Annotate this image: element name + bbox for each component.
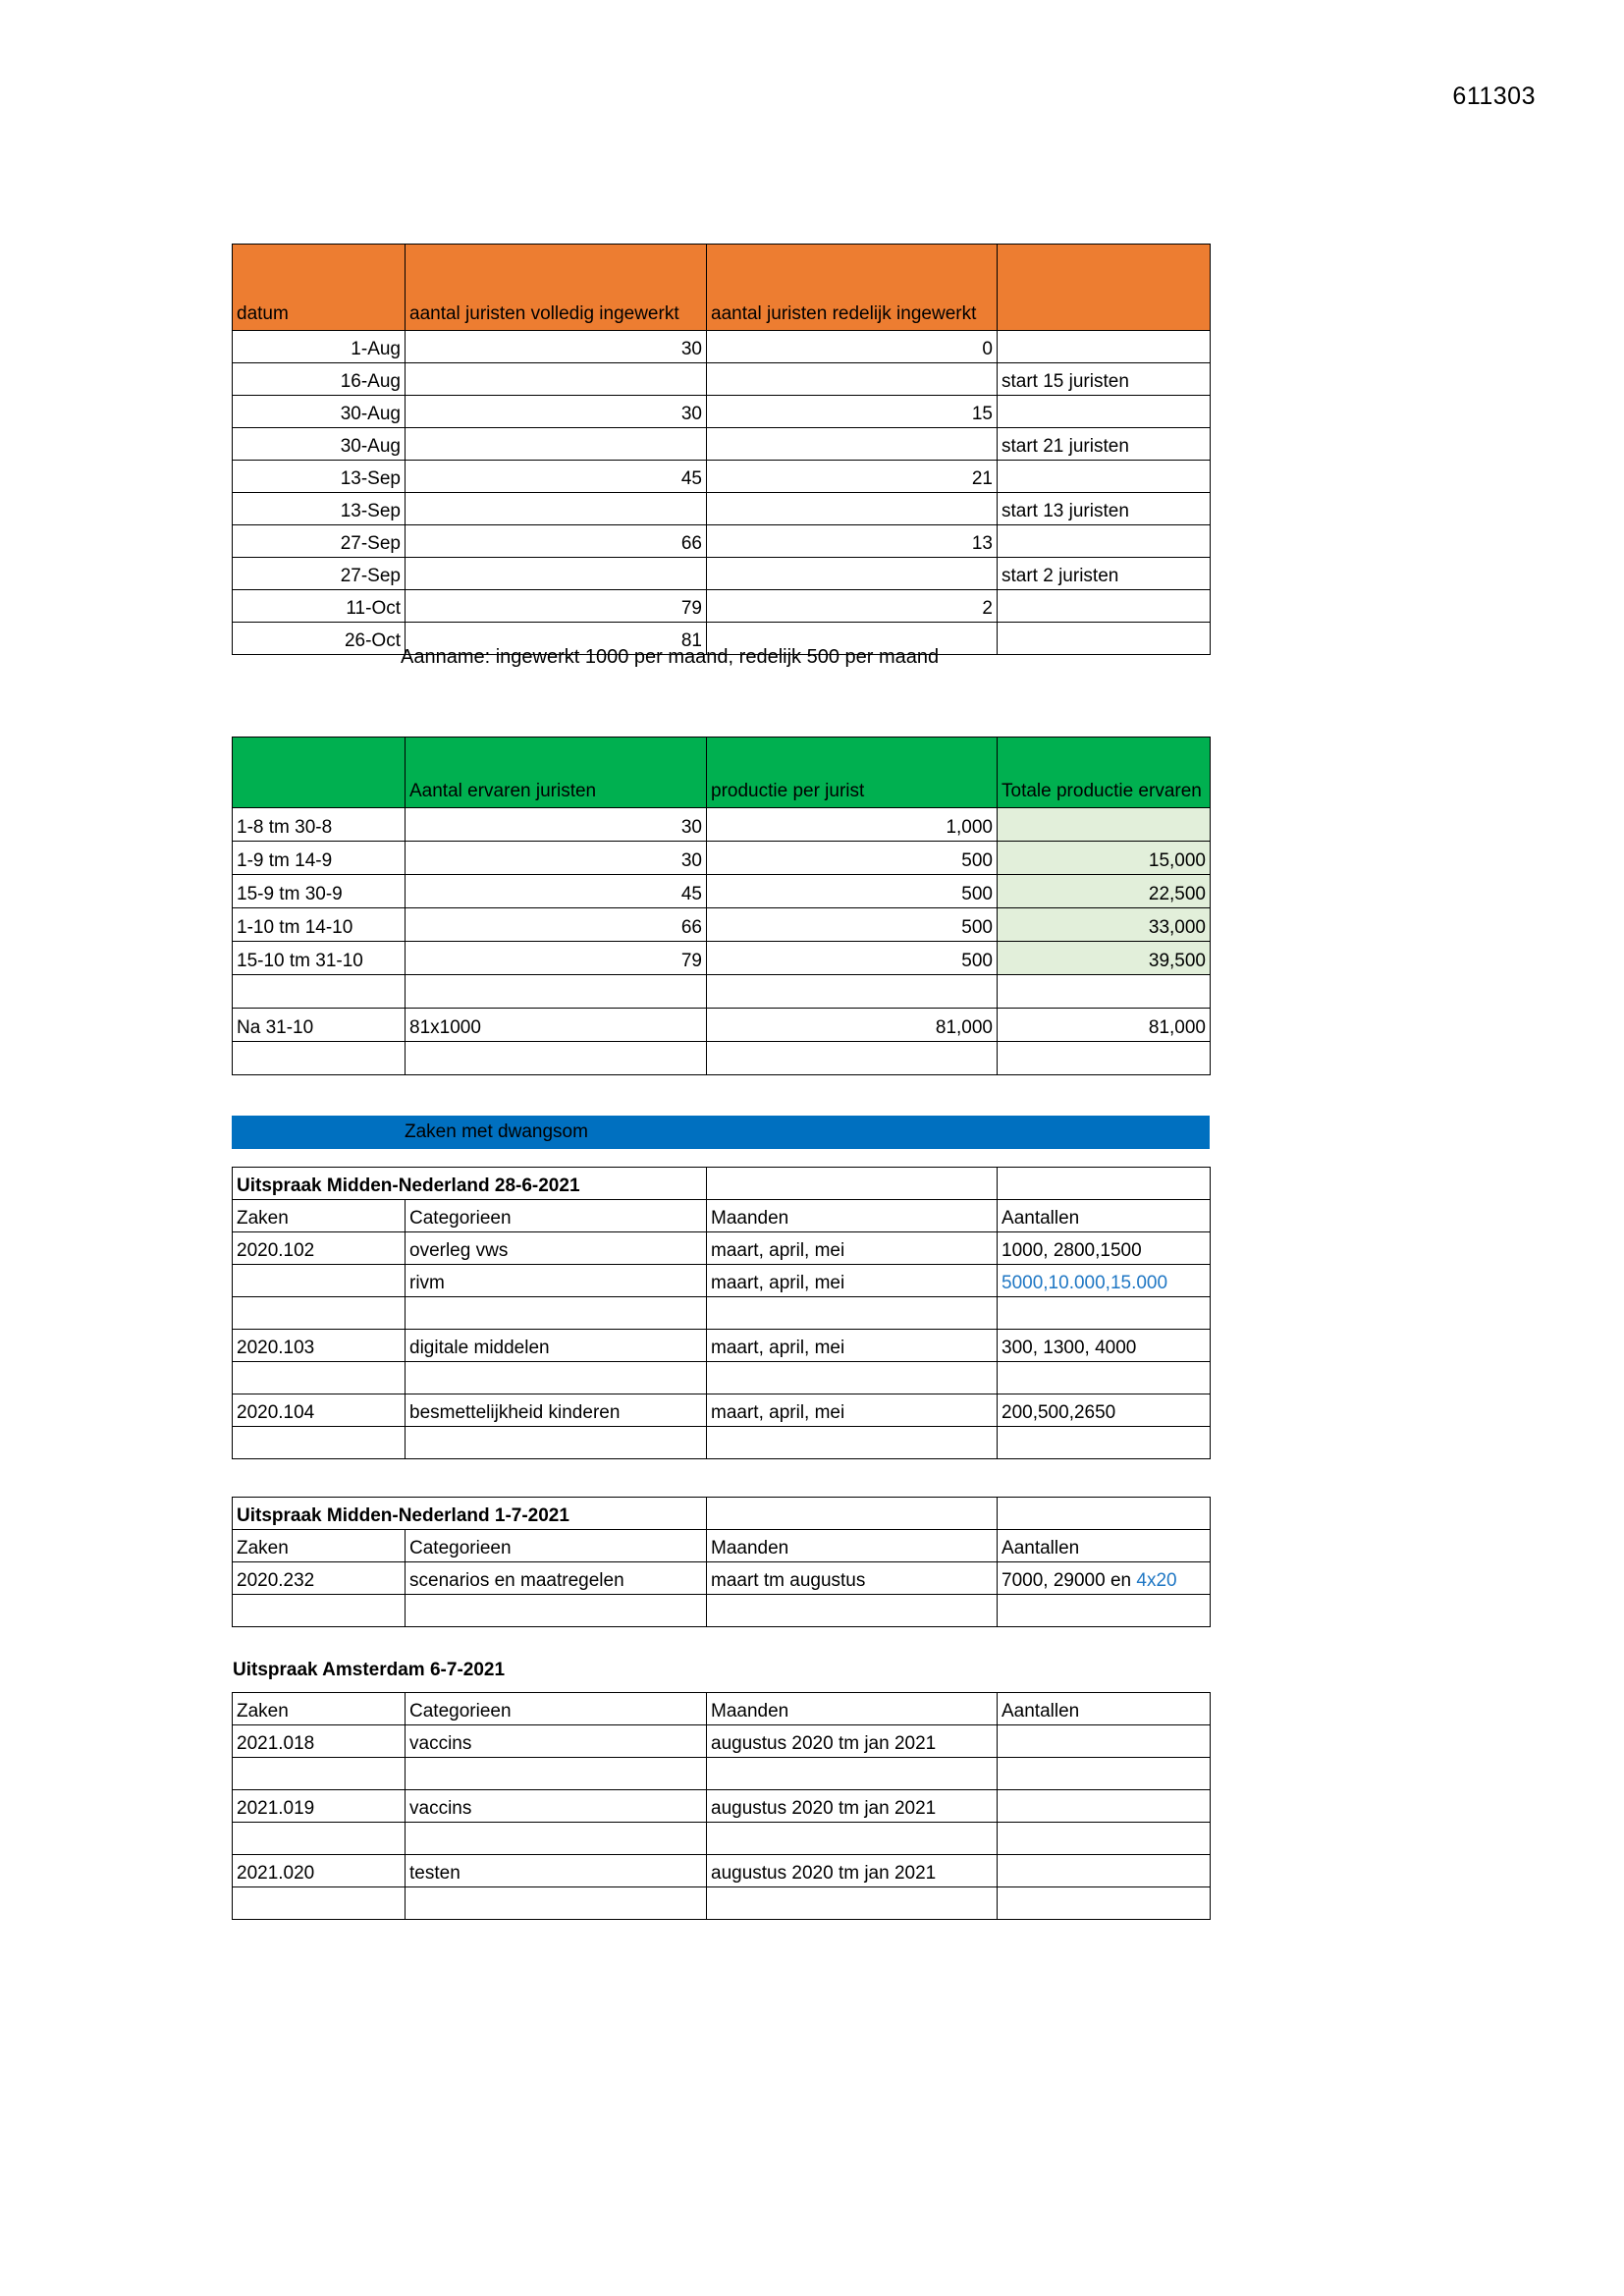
table-row <box>233 1362 1211 1394</box>
cell-volledig-ingewerkt <box>406 428 707 461</box>
cell-periode: 15-9 tm 30-9 <box>233 875 406 908</box>
table-header-row <box>233 1200 1211 1232</box>
header-volledig-ingewerkt: aantal juristen volledig ingewerkt <box>406 245 707 331</box>
header-totale-productie-ervaren: Totale productie ervaren <box>998 738 1211 808</box>
cell-maanden: augustus 2020 tm jan 2021 <box>707 1725 998 1758</box>
cell-zaken: 2021.019 <box>233 1790 406 1823</box>
caption-aanname: Aanname: ingewerkt 1000 per maand, redelijk 500 per maand <box>401 646 940 668</box>
cell-categorie: digitale middelen <box>406 1330 707 1362</box>
cell-totale-productie-ervaren: 33,000 <box>998 908 1211 942</box>
cell-aantallen <box>998 1887 1211 1920</box>
cell-opmerking <box>998 590 1211 623</box>
cell-zaken <box>233 1758 406 1790</box>
cell-categorie <box>406 1595 707 1627</box>
table-juristen-rows <box>233 331 1211 655</box>
table-row <box>233 1823 1211 1855</box>
cell-aantal-ervaren-juristen <box>406 975 707 1009</box>
table-row <box>233 1394 1211 1427</box>
uitspraak-2-title-spacer-2 <box>998 1498 1211 1530</box>
table-uitspraak-3-head <box>233 1693 1211 1725</box>
uitspraak-3-title: Uitspraak Amsterdam 6-7-2021 <box>233 1660 506 1680</box>
cell-aantal-ervaren-juristen: 66 <box>406 908 707 942</box>
cell-opmerking <box>998 396 1211 428</box>
cell-aantal-ervaren-juristen: 79 <box>406 942 707 975</box>
cell-categorie <box>406 1823 707 1855</box>
table-row <box>233 558 1211 590</box>
table-row <box>233 1009 1211 1042</box>
cell-totale-productie-ervaren <box>998 808 1211 842</box>
cell-totale-productie-ervaren: 15,000 <box>998 842 1211 875</box>
cell-redelijk-ingewerkt: 15 <box>707 396 998 428</box>
table-row <box>233 428 1211 461</box>
cell-redelijk-ingewerkt: 2 <box>707 590 998 623</box>
cell-zaken <box>233 1265 406 1297</box>
cell-maanden: maart, april, mei <box>707 1330 998 1362</box>
cell-aantallen <box>998 1297 1211 1330</box>
table-productie-body <box>233 738 1211 808</box>
cell-maanden: maart, april, mei <box>707 1394 998 1427</box>
cell-zaken <box>233 1595 406 1627</box>
cell-zaken: 2020.102 <box>233 1232 406 1265</box>
cell-volledig-ingewerkt: 45 <box>406 461 707 493</box>
cell-categorie: besmettelijkheid kinderen <box>406 1394 707 1427</box>
table-row <box>233 1330 1211 1362</box>
table-uitspraak-amsterdam-6-7-2021 <box>232 1692 1211 1920</box>
cell-maanden <box>707 1823 998 1855</box>
table-row <box>233 842 1211 875</box>
cell-opmerking <box>998 331 1211 363</box>
banner-label: Zaken met dwangsom <box>405 1121 588 1142</box>
table-header-row <box>233 1530 1211 1562</box>
header-maanden: Maanden <box>707 1530 998 1562</box>
cell-redelijk-ingewerkt <box>707 493 998 525</box>
table-row <box>233 1790 1211 1823</box>
cell-redelijk-ingewerkt <box>707 558 998 590</box>
cell-datum: 13-Sep <box>233 461 406 493</box>
table-uitspraak-1-head <box>233 1168 1211 1232</box>
cell-maanden <box>707 1297 998 1330</box>
cell-aantallen <box>998 1427 1211 1459</box>
table-row <box>233 525 1211 558</box>
cell-totale-productie-ervaren: 39,500 <box>998 942 1211 975</box>
cell-datum: 26-Oct <box>233 623 406 655</box>
cell-redelijk-ingewerkt: 0 <box>707 331 998 363</box>
header-categorieen: Categorieen <box>406 1200 707 1232</box>
table-row <box>233 590 1211 623</box>
cell-zaken <box>233 1823 406 1855</box>
header-maanden: Maanden <box>707 1200 998 1232</box>
cell-maanden: maart tm augustus <box>707 1562 998 1595</box>
cell-zaken <box>233 1887 406 1920</box>
cell-maanden: maart, april, mei <box>707 1265 998 1297</box>
table-productie-ervaren <box>232 737 1211 1075</box>
header-aantallen: Aantallen <box>998 1200 1211 1232</box>
cell-volledig-ingewerkt: 79 <box>406 590 707 623</box>
cell-volledig-ingewerkt <box>406 493 707 525</box>
cell-opmerking: start 21 juristen <box>998 428 1211 461</box>
cell-categorie <box>406 1427 707 1459</box>
cell-redelijk-ingewerkt <box>707 363 998 396</box>
cell-opmerking <box>998 623 1211 655</box>
table-uitspraak-1-rows <box>233 1232 1211 1459</box>
table-row <box>233 1297 1211 1330</box>
header-productie-per-jurist: productie per jurist <box>707 738 998 808</box>
cell-volledig-ingewerkt: 30 <box>406 396 707 428</box>
table-row <box>233 1725 1211 1758</box>
table-row <box>233 975 1211 1009</box>
cell-categorie: overleg vws <box>406 1232 707 1265</box>
cell-totale-productie-ervaren <box>998 1042 1211 1075</box>
header-redelijk-ingewerkt: aantal juristen redelijk ingewerkt <box>707 245 998 331</box>
cell-periode: 15-10 tm 31-10 <box>233 942 406 975</box>
table-header-row <box>233 1693 1211 1725</box>
cell-totale-productie-ervaren: 22,500 <box>998 875 1211 908</box>
cell-aantallen <box>998 1758 1211 1790</box>
cell-datum: 1-Aug <box>233 331 406 363</box>
cell-zaken: 2020.232 <box>233 1562 406 1595</box>
cell-redelijk-ingewerkt <box>707 428 998 461</box>
cell-categorie: testen <box>406 1855 707 1887</box>
table-juristen-body <box>233 245 1211 331</box>
cell-productie-per-jurist <box>707 1042 998 1075</box>
table-row <box>233 461 1211 493</box>
header-datum: datum <box>233 245 406 331</box>
table-row <box>233 1042 1211 1075</box>
cell-productie-per-jurist: 1,000 <box>707 808 998 842</box>
header-periode <box>233 738 406 808</box>
cell-aantal-ervaren-juristen <box>406 1042 707 1075</box>
cell-opmerking <box>998 525 1211 558</box>
cell-maanden <box>707 1427 998 1459</box>
cell-aantallen: 200,500,2650 <box>998 1394 1211 1427</box>
cell-datum: 30-Aug <box>233 428 406 461</box>
uitspraak-2-title-spacer-1 <box>707 1498 998 1530</box>
aantallen-link[interactable]: 4x20 <box>1136 1570 1177 1592</box>
cell-aantal-ervaren-juristen: 30 <box>406 842 707 875</box>
table-row <box>233 396 1211 428</box>
header-categorieen: Categorieen <box>406 1693 707 1725</box>
cell-productie-per-jurist: 500 <box>707 942 998 975</box>
cell-categorie <box>406 1362 707 1394</box>
header-zaken: Zaken <box>233 1200 406 1232</box>
table-header-row <box>233 245 1211 331</box>
cell-maanden <box>707 1758 998 1790</box>
cell-volledig-ingewerkt <box>406 363 707 396</box>
cell-periode <box>233 975 406 1009</box>
cell-aantal-ervaren-juristen: 30 <box>406 808 707 842</box>
table-productie-rows <box>233 808 1211 1075</box>
header-zaken: Zaken <box>233 1693 406 1725</box>
cell-categorie: rivm <box>406 1265 707 1297</box>
cell-aantallen <box>998 1265 1211 1297</box>
cell-aantal-ervaren-juristen: 45 <box>406 875 707 908</box>
cell-totale-productie-ervaren <box>998 975 1211 1009</box>
cell-productie-per-jurist: 500 <box>707 875 998 908</box>
header-zaken: Zaken <box>233 1530 406 1562</box>
table-row <box>233 1595 1211 1627</box>
cell-aantallen <box>998 1855 1211 1887</box>
table-row <box>233 908 1211 942</box>
cell-aantallen <box>998 1362 1211 1394</box>
cell-aantallen <box>998 1725 1211 1758</box>
cell-periode: Na 31-10 <box>233 1009 406 1042</box>
cell-periode: 1-9 tm 14-9 <box>233 842 406 875</box>
cell-datum: 30-Aug <box>233 396 406 428</box>
header-maanden: Maanden <box>707 1693 998 1725</box>
header-aantallen: Aantallen <box>998 1530 1211 1562</box>
cell-aantallen <box>998 1790 1211 1823</box>
cell-periode: 1-10 tm 14-10 <box>233 908 406 942</box>
cell-redelijk-ingewerkt: 21 <box>707 461 998 493</box>
cell-opmerking <box>998 461 1211 493</box>
cell-datum: 13-Sep <box>233 493 406 525</box>
page-number: 611303 <box>1452 82 1536 110</box>
table-row <box>233 1562 1211 1595</box>
table-row <box>233 331 1211 363</box>
cell-aantallen: 7000, 29000 en 4x20 <box>998 1562 1211 1595</box>
cell-zaken <box>233 1427 406 1459</box>
uitspraak-1-title-spacer-1 <box>707 1168 998 1200</box>
cell-volledig-ingewerkt: 30 <box>406 331 707 363</box>
cell-categorie: vaccins <box>406 1725 707 1758</box>
table-uitspraak-3-rows <box>233 1725 1211 1920</box>
table-row <box>233 1887 1211 1920</box>
table-row <box>233 1758 1211 1790</box>
cell-opmerking: start 2 juristen <box>998 558 1211 590</box>
cell-productie-per-jurist <box>707 975 998 1009</box>
table-row <box>233 875 1211 908</box>
cell-maanden: augustus 2020 tm jan 2021 <box>707 1855 998 1887</box>
table-row <box>233 1855 1211 1887</box>
cell-redelijk-ingewerkt: 13 <box>707 525 998 558</box>
cell-periode: 1-8 tm 30-8 <box>233 808 406 842</box>
uitspraak-1-title: Uitspraak Midden-Nederland 28-6-2021 <box>233 1168 707 1200</box>
cell-volledig-ingewerkt <box>406 558 707 590</box>
table-row <box>233 1265 1211 1297</box>
cell-datum: 27-Sep <box>233 558 406 590</box>
uitspraak-2-title: Uitspraak Midden-Nederland 1-7-2021 <box>233 1498 707 1530</box>
cell-aantallen <box>998 1823 1211 1855</box>
aantallen-link[interactable]: 5000,10.000,15.000 <box>1001 1273 1168 1294</box>
cell-datum: 16-Aug <box>233 363 406 396</box>
cell-productie-per-jurist: 500 <box>707 842 998 875</box>
cell-categorie <box>406 1887 707 1920</box>
cell-totale-productie-ervaren: 81,000 <box>998 1009 1211 1042</box>
cell-productie-per-jurist: 500 <box>707 908 998 942</box>
table-title-row <box>233 1168 1211 1200</box>
banner-zaken-met-dwangsom <box>232 1116 1210 1149</box>
cell-maanden <box>707 1887 998 1920</box>
header-categorieen: Categorieen <box>406 1530 707 1562</box>
cell-categorie: scenarios en maatregelen <box>406 1562 707 1595</box>
cell-aantallen <box>998 1595 1211 1627</box>
table-title-row <box>233 1498 1211 1530</box>
cell-zaken: 2021.020 <box>233 1855 406 1887</box>
uitspraak-1-title-spacer-2 <box>998 1168 1211 1200</box>
table-row <box>233 808 1211 842</box>
table-row <box>233 1232 1211 1265</box>
cell-maanden <box>707 1362 998 1394</box>
cell-zaken: 2021.018 <box>233 1725 406 1758</box>
cell-opmerking: start 13 juristen <box>998 493 1211 525</box>
table-uitspraak-midden-nederland-1-7-2021 <box>232 1497 1211 1627</box>
cell-maanden: maart, april, mei <box>707 1232 998 1265</box>
cell-zaken <box>233 1297 406 1330</box>
table-row <box>233 363 1211 396</box>
cell-maanden: augustus 2020 tm jan 2021 <box>707 1790 998 1823</box>
header-opmerking <box>998 245 1211 331</box>
cell-opmerking: start 15 juristen <box>998 363 1211 396</box>
header-aantal-ervaren-juristen: Aantal ervaren juristen <box>406 738 707 808</box>
cell-zaken: 2020.104 <box>233 1394 406 1427</box>
cell-zaken <box>233 1362 406 1394</box>
cell-aantallen: 300, 1300, 4000 <box>998 1330 1211 1362</box>
cell-aantal-ervaren-juristen: 81x1000 <box>406 1009 707 1042</box>
cell-datum: 11-Oct <box>233 590 406 623</box>
table-header-row <box>233 738 1211 808</box>
cell-volledig-ingewerkt: 81 <box>406 623 707 655</box>
cell-periode <box>233 1042 406 1075</box>
cell-aantallen: 1000, 2800,1500 <box>998 1232 1211 1265</box>
cell-categorie <box>406 1758 707 1790</box>
table-row <box>233 493 1211 525</box>
table-row <box>233 942 1211 975</box>
cell-datum: 27-Sep <box>233 525 406 558</box>
cell-categorie <box>406 1297 707 1330</box>
table-uitspraak-2-head <box>233 1498 1211 1562</box>
cell-productie-per-jurist: 81,000 <box>707 1009 998 1042</box>
table-juristen-ingewerkt <box>232 244 1211 655</box>
table-uitspraak-midden-nederland-28-6-2021 <box>232 1167 1211 1459</box>
cell-volledig-ingewerkt: 66 <box>406 525 707 558</box>
cell-zaken: 2020.103 <box>233 1330 406 1362</box>
table-uitspraak-2-rows <box>233 1562 1211 1627</box>
cell-categorie: vaccins <box>406 1790 707 1823</box>
cell-maanden <box>707 1595 998 1627</box>
header-aantallen: Aantallen <box>998 1693 1211 1725</box>
table-row <box>233 1427 1211 1459</box>
